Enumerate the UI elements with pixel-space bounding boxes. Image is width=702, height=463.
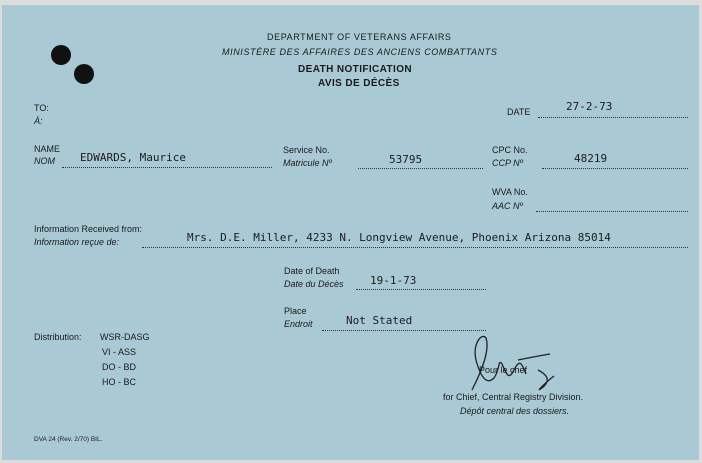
title-en: DEATH NOTIFICATION (298, 64, 413, 75)
service-label-fr: Matricule Nº (283, 158, 332, 168)
place-label-fr: Endroit (284, 319, 313, 329)
place-label-en: Place (284, 306, 307, 316)
info-value: Mrs. D.E. Miller, 4233 N. Longview Avenue, Phoenix Arizona 85014 (187, 231, 611, 244)
death-notification-card (2, 5, 699, 460)
service-label-en: Service No. (283, 145, 330, 155)
distribution-item: WSR-DASG (100, 332, 150, 342)
place-value: Not Stated (346, 314, 413, 327)
dod-label-en: Date of Death (284, 266, 340, 276)
pour-le-chef: Pour le chef (479, 365, 528, 375)
name-value: EDWARDS, Maurice (80, 151, 186, 164)
name-label-fr: NOM (34, 156, 55, 166)
dod-value: 19-1-73 (370, 274, 417, 287)
wva-label-fr: AAC Nº (492, 201, 523, 211)
info-label-fr: Information reçue de: (34, 237, 120, 247)
date-line (538, 117, 688, 118)
cpc-label-en: CPC No. (492, 145, 528, 155)
to-label-fr: À: (34, 116, 43, 126)
department-fr: MINISTÈRE DES AFFAIRES DES ANCIENS COMBATTANTS (222, 47, 498, 57)
name-label-en: NAME (34, 144, 61, 154)
date-label: DATE (507, 107, 531, 117)
info-label-en: Information Received from: (34, 224, 143, 234)
cpc-value: 48219 (574, 152, 608, 165)
department-en: DEPARTMENT OF VETERANS AFFAIRS (267, 32, 452, 42)
form-code: DVA 24 (Rev. 2/70) BIL. (34, 436, 103, 443)
punch-hole-top (51, 45, 71, 65)
service-value: 53795 (389, 153, 423, 166)
date-value: 27-2-73 (566, 100, 613, 113)
for-chief-line: for Chief, Central Registry Division. (443, 392, 584, 402)
cpc-label-fr: CCP Nº (492, 158, 523, 168)
punch-hole-bottom (74, 64, 94, 84)
name-line (62, 167, 272, 168)
dod-line (356, 289, 486, 290)
service-line (358, 168, 483, 169)
distribution-item: HO - BC (102, 377, 137, 387)
depot-line: Dépôt central des dossiers. (460, 406, 570, 416)
title-fr: AVIS DE DÉCÈS (318, 78, 400, 89)
distribution-item: DO - BD (102, 362, 137, 372)
wva-label-en: WVA No. (492, 187, 528, 197)
cpc-line (542, 168, 688, 169)
dod-label-fr: Date du Décès (284, 279, 344, 289)
info-line (142, 247, 688, 248)
distribution-item: VI - ASS (102, 347, 137, 357)
distribution-label: Distribution: (34, 332, 82, 342)
to-label-en: TO: (34, 103, 49, 113)
wva-line (536, 211, 688, 212)
